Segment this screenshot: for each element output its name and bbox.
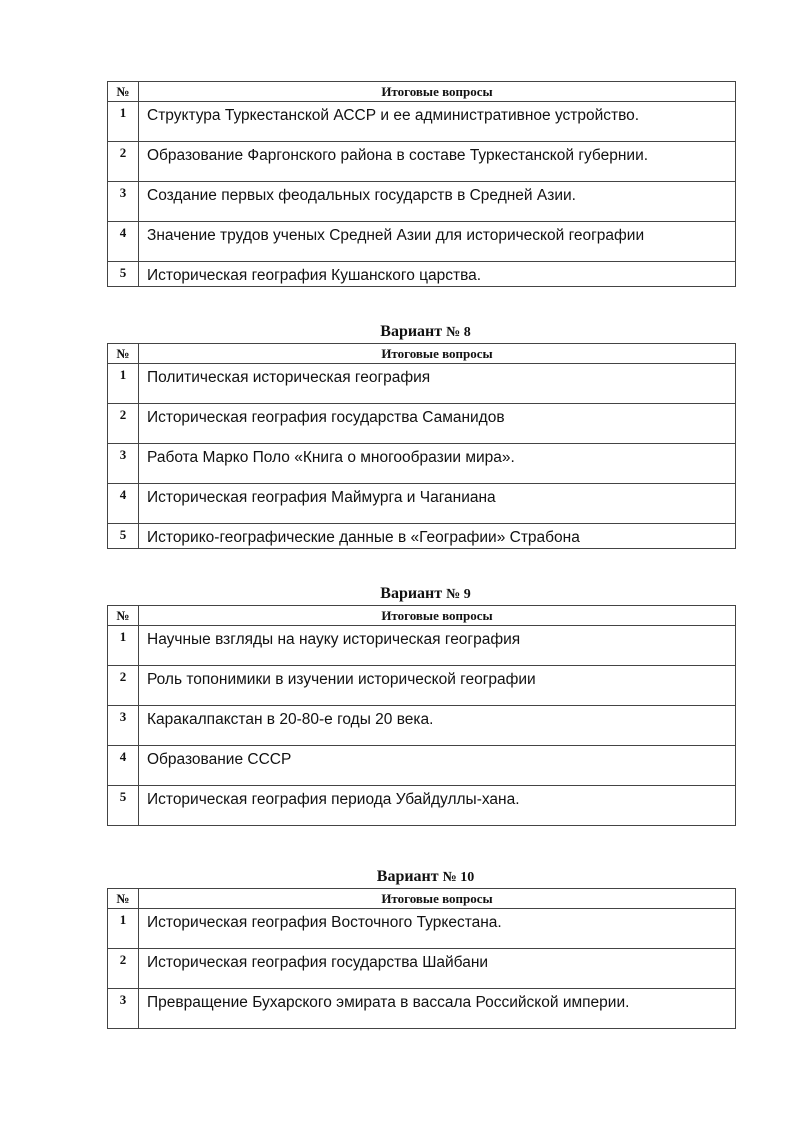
variant-heading-word: Вариант	[376, 868, 439, 885]
row-number: 4	[108, 746, 139, 786]
row-number: 4	[108, 222, 139, 262]
question-text: Образование Фаргонского района в составе Туркестанской губернии.	[139, 142, 736, 182]
question-text: Создание первых феодальных государств в Средней Азии.	[139, 182, 736, 222]
row-number: 3	[108, 989, 139, 1029]
row-number: 5	[108, 262, 139, 287]
questions-table	[107, 888, 736, 1029]
questions-column-header: Итоговые вопросы	[139, 82, 736, 102]
question-text: Образование СССР	[139, 746, 736, 786]
variant-heading	[115, 866, 736, 888]
row-number: 2	[108, 949, 139, 989]
variant-heading	[115, 321, 736, 343]
row-number: 3	[108, 444, 139, 484]
question-text: Историческая география периода Убайдуллы-хана.	[139, 786, 736, 826]
question-text: Роль топонимики в изучении исторической географии	[139, 666, 736, 706]
row-number: 1	[108, 364, 139, 404]
row-number: 2	[108, 666, 139, 706]
questions-column-header: Итоговые вопросы	[139, 606, 736, 626]
question-text: Научные взгляды на науку историческая география	[139, 626, 736, 666]
row-number: 3	[108, 706, 139, 746]
questions-table	[107, 81, 736, 287]
questions-block	[107, 81, 736, 287]
variant-block-8	[107, 321, 736, 549]
row-number: 5	[108, 524, 139, 549]
question-text: Политическая историческая география	[139, 364, 736, 404]
question-text: Историческая география Маймурга и Чаганиана	[139, 484, 736, 524]
row-number: 2	[108, 404, 139, 444]
variant-heading-word: Вариант	[380, 323, 443, 340]
question-text: Историческая география Восточного Туркестана.	[139, 909, 736, 949]
row-number: 1	[108, 909, 139, 949]
questions-table	[107, 343, 736, 549]
variant-heading-number: № 8	[446, 325, 471, 340]
variant-block-9	[107, 583, 736, 826]
row-number: 2	[108, 142, 139, 182]
question-text: Историко-географические данные в «Географии» Страбона	[139, 524, 736, 549]
row-number: 3	[108, 182, 139, 222]
variant-heading-number: № 10	[442, 870, 475, 885]
number-column-header: №	[108, 889, 139, 909]
number-column-header: №	[108, 606, 139, 626]
question-text: Историческая география Кушанского царства.	[139, 262, 736, 287]
row-number: 4	[108, 484, 139, 524]
question-text: Историческая география государства Саманидов	[139, 404, 736, 444]
variant-heading	[115, 583, 736, 605]
question-text: Работа Марко Поло «Книга о многообразии мира».	[139, 444, 736, 484]
question-text: Превращение Бухарского эмирата в вассала Российской империи.	[139, 989, 736, 1029]
number-column-header: №	[108, 82, 139, 102]
questions-column-header: Итоговые вопросы	[139, 889, 736, 909]
row-number: 1	[108, 102, 139, 142]
variant-heading-word: Вариант	[380, 585, 443, 602]
question-text: Историческая география государства Шайбани	[139, 949, 736, 989]
variant-heading-number: № 9	[446, 587, 471, 602]
variant-block-10	[107, 866, 736, 1029]
questions-table	[107, 605, 736, 826]
questions-column-header: Итоговые вопросы	[139, 344, 736, 364]
row-number: 1	[108, 626, 139, 666]
question-text: Каракалпакстан в 20-80-е годы 20 века.	[139, 706, 736, 746]
number-column-header: №	[108, 344, 139, 364]
row-number: 5	[108, 786, 139, 826]
question-text: Значение трудов ученых Средней Азии для исторической географии	[139, 222, 736, 262]
question-text: Структура Туркестанской АССР и ее административное устройство.	[139, 102, 736, 142]
